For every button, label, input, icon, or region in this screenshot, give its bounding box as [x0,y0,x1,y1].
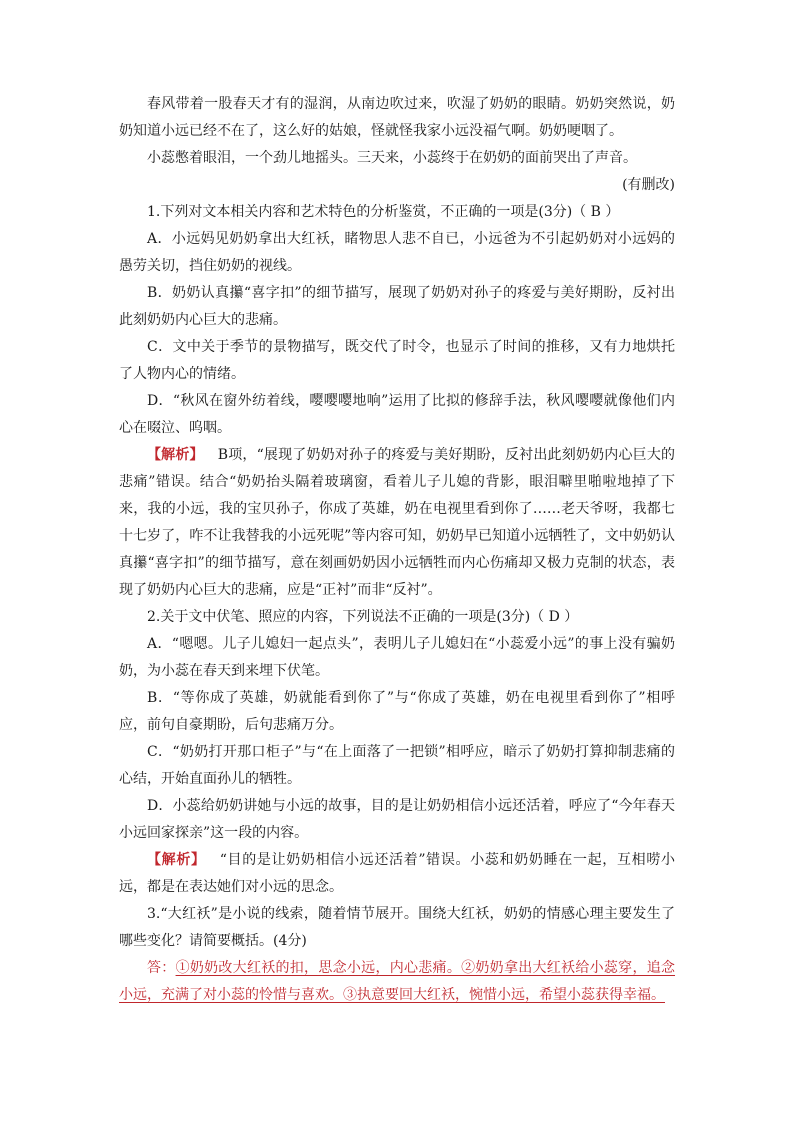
question-1-option-a: A．小远妈见奶奶拿出大红袄，睹物思人悲不自已，小远爸为不引起奶奶对小远妈的愚劳关切，挡住奶奶的视线。 [119,231,675,274]
document-content [119,91,675,1009]
question-2-option-b: B．“等你成了英雄，奶就能看到你了”与“你成了英雄，奶在电视里看到你了”相呼应，前句自豪期盼，后句悲痛万分。 [119,690,675,733]
analysis-text: B项，“展现了奶奶对孙子的疼爱与美好期盼，反衬出此刻奶奶内心巨大的悲痛”错误。结合“奶奶抬头隔着玻璃窗，看着儿子儿媳的背影，眼泪噼里啪啦地掉了下来，我的小远，我的宝贝孙子，你成了英雄，奶在电视里看到你了……老天爷呀，我都七十七岁了，咋不让我替我的小远死呢”等内容可知，奶奶早已知道小远牺牲了，文中奶奶认真攥“喜字扣”的细节描写，意在刻画奶奶因小远牺牲而内心伤痛却又极力克制的状态，表现了奶奶内心巨大的悲痛，应是“正衬”而非“反衬”。 [119,447,675,598]
answer-text: ①奶奶改大红袄的扣，思念小远，内心悲痛。②奶奶拿出大红袄给小蕊穿，追念小远，充满了对小蕊的怜惜与喜欢。③执意要回大红袄，惋惜小远，希望小蕊获得幸福。 [119,960,676,1003]
question-2-option-c: C．“奶奶打开那口柜子”与“在上面落了一把锁”相呼应，暗示了奶奶打算抑制悲痛的心结，开始直面孙儿的牺牲。 [119,744,675,787]
question-2-option-a: A．“嗯嗯。儿子儿媳妇一起点头”，表明儿子儿媳妇在“小蕊爱小远”的事上没有骗奶奶，为小蕊在春天到来埋下伏笔。 [119,636,675,679]
analysis-text: “目的是让奶奶相信小远还活着”错误。小蕊和奶奶睡在一起，互相唠小远，都是在表达她们对小远的思念。 [119,852,675,895]
question-3-stem: 3.“大红袄”是小说的线索，随着情节展开。围绕大红袄，奶奶的情感心理主要发生了哪些变化？请简要概括。(4分) [119,906,675,949]
question-1-option-c: C．文中关于季节的景物描写，既交代了时令，也显示了时间的推移，又有力地烘托了人物内心的情绪。 [119,339,675,382]
question-1-option-b: B．奶奶认真攥“喜字扣”的细节描写，展现了奶奶对孙子的疼爱与美好期盼，反衬出此刻奶奶内心巨大的悲痛。 [119,285,675,328]
question-3-answer [119,955,675,1009]
question-1-stem: 1.下列对文本相关内容和艺术特色的分析鉴赏，不正确的一项是(3分)（ B ） [147,204,620,220]
analysis-tag: 【解析】 [147,447,204,463]
answer-label: 答： [147,960,176,976]
question-2-option-d: D．小蕊给奶奶讲她与小远的故事，目的是让奶奶相信小远还活着，呼应了“今年春天小远回家探亲”这一段的内容。 [119,798,675,841]
question-2-analysis [119,847,675,901]
question-1-analysis [119,442,675,604]
analysis-tag: 【解析】 [147,852,206,868]
question-2-stem: 2.关于文中伏笔、照应的内容，下列说法不正确的一项是(3分)（ D ） [147,609,579,625]
passage-paragraph-1: 春风带着一股春天才有的湿润，从南边吹过来，吹湿了奶奶的眼睛。奶奶突然说，奶奶知道小远已经不在了，这么好的姑娘，怪就怪我家小远没福气啊。奶奶哽咽了。 [119,96,675,139]
question-1-option-d: D．“秋风在窗外纺着线，嘤嘤嘤地响”运用了比拟的修辞手法，秋风嘤嘤就像他们内心在啜泣、呜咽。 [119,393,675,436]
passage-paragraph-2: 小蕊憋着眼泪，一个劲儿地摇头。三天来，小蕊终于在奶奶的面前哭出了声音。 [147,150,637,166]
passage-note: (有删改) [622,177,675,193]
